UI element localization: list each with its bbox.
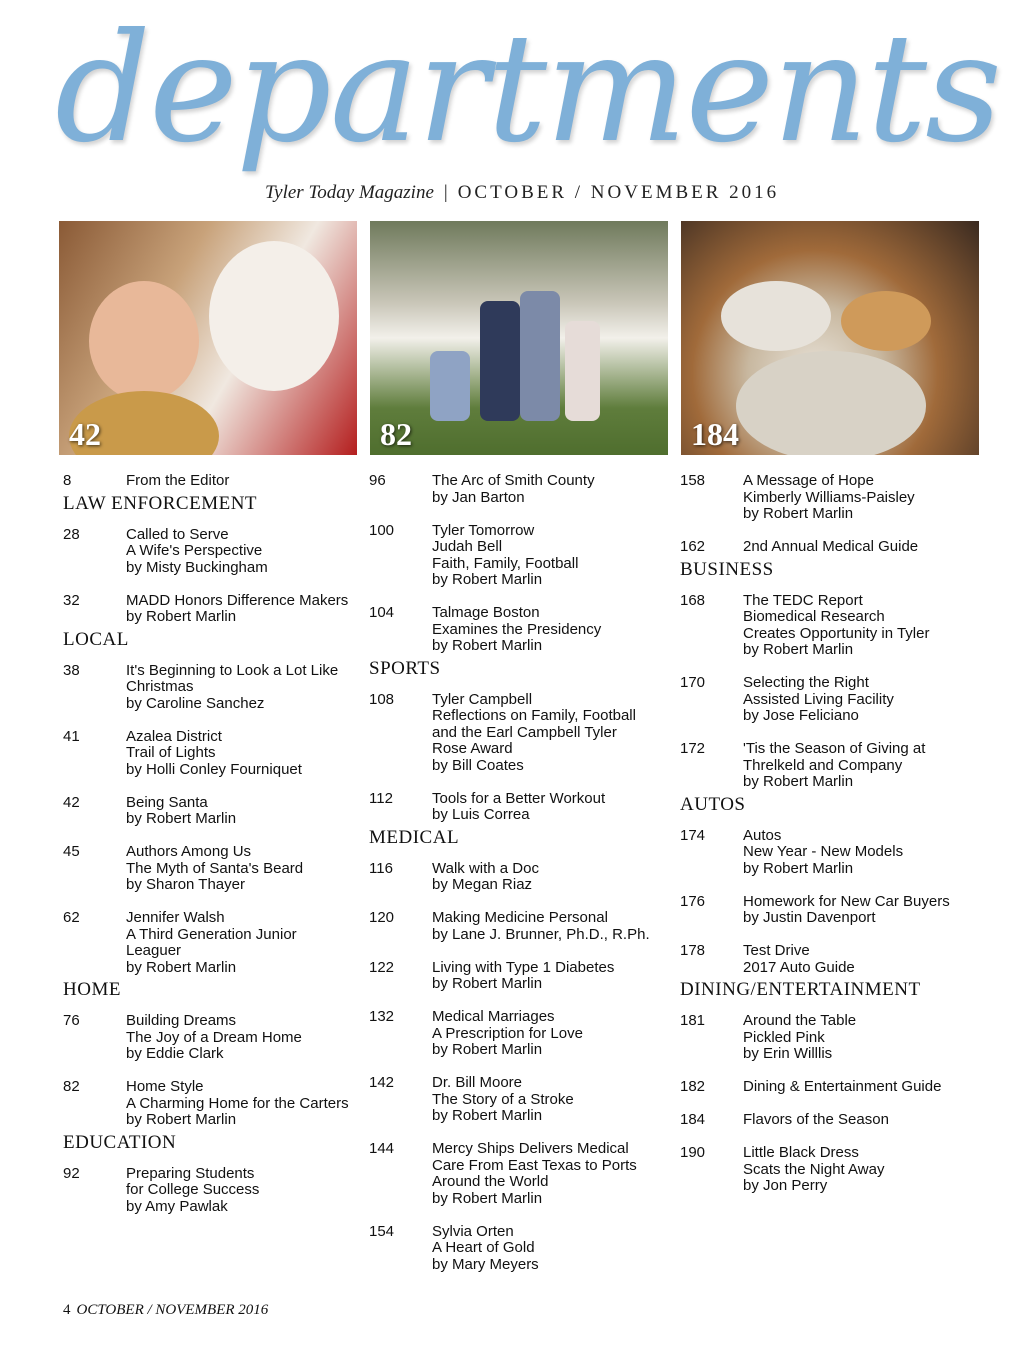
toc-entry-text (126, 1079, 363, 1129)
toc-page-number: 120 (369, 909, 395, 926)
toc-entry-text (743, 1112, 980, 1129)
toc-entry-line: A Charming Home for the Carters (126, 1094, 349, 1112)
toc-entry-line: by Robert Marlin (743, 773, 854, 790)
toc-entry-line: by Robert Marlin (743, 641, 854, 658)
toc-entry (63, 1013, 363, 1063)
toc-entry-line: A Message of Hope (743, 472, 874, 489)
toc-page-number: 41 (63, 727, 80, 745)
toc-page-number: 142 (369, 1074, 395, 1091)
toc-page-number: 158 (680, 472, 706, 489)
toc-column-3 (680, 473, 980, 1195)
toc-entry-text (743, 1013, 980, 1063)
toc-entry-line: A Heart of Gold (432, 1239, 535, 1256)
toc-entry (680, 593, 980, 659)
toc-entry-text (743, 675, 980, 725)
toc-entry-line: Medical Marriages (432, 1008, 555, 1025)
toc-entry-text (743, 943, 980, 976)
photo-page-number: 184 (691, 416, 739, 452)
toc-entry-text (743, 828, 980, 878)
toc-entry-text (126, 844, 363, 894)
toc-page-number: 76 (63, 1012, 80, 1029)
section-heading: MEDICAL (369, 826, 460, 848)
toc-entry-line: Scats the Night Away (743, 1160, 885, 1178)
toc-entry-line: Talmage Boston (432, 604, 540, 621)
toc-entry-line: by Misty Buckingham (126, 558, 268, 576)
toc-page-number: 96 (369, 472, 386, 489)
toc-entry (63, 1166, 363, 1216)
toc-entry-text (743, 1145, 980, 1195)
toc-entry (63, 1079, 363, 1129)
toc-entry (680, 828, 980, 878)
page-footer (63, 1302, 268, 1319)
plate-shape (721, 281, 831, 351)
toc-entry-text (126, 593, 363, 626)
toc-page-number: 181 (680, 1012, 706, 1029)
toc-entry (369, 605, 669, 655)
toc-entry-line: A Third Generation Junior (126, 925, 297, 943)
toc-entry (680, 894, 980, 927)
toc-entry-line: by Amy Pawlak (126, 1197, 228, 1215)
toc-entry-line: Homework for New Car Buyers (743, 892, 950, 910)
toc-entry-line: by Robert Marlin (432, 1041, 543, 1058)
toc-entry (369, 910, 669, 943)
oyster-platter-shape (736, 351, 926, 455)
toc-entry-line: Care From East Texas to Ports (432, 1156, 637, 1174)
toc-entry (680, 741, 980, 791)
section-heading: AUTOS (680, 793, 746, 815)
toc-entry-line: by Robert Marlin (432, 637, 543, 654)
toc-column-1 (63, 473, 363, 1215)
toc-entry-line: by Robert Marlin (743, 505, 854, 522)
photo-santa-child (59, 221, 357, 455)
toc-entry-line: by Robert Marlin (432, 975, 543, 992)
toc-entry (680, 1013, 980, 1063)
toc-entry-line: by Jan Barton (432, 488, 525, 506)
toc-entry-text (126, 729, 363, 779)
toc-entry-line: The Arc of Smith County (432, 472, 595, 489)
toc-page-number: 38 (63, 661, 80, 679)
toc-entry (63, 663, 363, 713)
toc-entry-line: Little Black Dress (743, 1144, 859, 1161)
toc-entry-line: Dining & Entertainment Guide (743, 1078, 942, 1095)
toc-page-number: 32 (63, 591, 80, 609)
toc-entry-line: Autos (743, 826, 782, 844)
toc-entry-text (432, 1009, 669, 1059)
toc-page-number: 154 (369, 1222, 395, 1240)
toc-entry-line: for College Success (126, 1181, 260, 1198)
toc-page-number: 178 (680, 942, 706, 959)
toc-entry-line: Selecting the Right (743, 674, 869, 691)
toc-page-number: 184 (680, 1111, 706, 1128)
toc-entry-text (432, 910, 669, 943)
toc-page-number: 45 (63, 843, 80, 860)
toc-entry-line: Christmas (126, 678, 194, 695)
toc-entry-text (126, 1013, 363, 1063)
toc-page-number: 172 (680, 740, 706, 757)
photo-page-number: 82 (380, 416, 412, 452)
toc-entry-text (743, 473, 980, 523)
toc-entry-text (432, 1141, 669, 1207)
toc-entry-text (743, 894, 980, 927)
toc-entry (369, 861, 669, 894)
toc-entry (680, 1145, 980, 1195)
toc-entry-text (126, 795, 363, 828)
toc-entry-line: The Myth of Santa's Beard (126, 859, 304, 877)
toc-page-number: 92 (63, 1164, 80, 1182)
toc-entry (680, 943, 980, 976)
toc-entry-line: Biomedical Research (743, 608, 885, 625)
toc-entry (369, 960, 669, 993)
toc-entry-line: by Erin Willlis (743, 1045, 833, 1062)
toc-page-number: 132 (369, 1008, 395, 1025)
santa-beard-shape (209, 241, 339, 391)
footer-page-number: 4 (63, 1302, 71, 1318)
toc-entry-line: 2nd Annual Medical Guide (743, 538, 919, 555)
toc-entry-line: Tyler Campbell (432, 690, 533, 708)
toc-entry-line: Flavors of the Season (743, 1111, 889, 1128)
toc-entry-line: by Justin Davenport (743, 909, 876, 926)
toc-entry-text (126, 910, 363, 976)
toc-entry-text (743, 539, 980, 556)
toc-entry-line: Creates Opportunity in Tyler (743, 624, 930, 642)
toc-entry (680, 473, 980, 523)
toc-entry-text (432, 791, 669, 824)
toc-entry-line: by Robert Marlin (126, 958, 237, 976)
toc-entry-line: by Robert Marlin (126, 608, 237, 625)
toc-entry-line: by Eddie Clark (126, 1045, 224, 1062)
toc-entry-line: Living with Type 1 Diabetes (432, 958, 615, 976)
toc-entry-line: Examines the Presidency (432, 620, 602, 638)
toc-entry (680, 675, 980, 725)
toc-entry-line: A Prescription for Love (432, 1024, 583, 1042)
toc-entry-line: Called to Serve (126, 525, 229, 543)
toc-entry-text (743, 1079, 980, 1096)
toc-entry-line: Mercy Ships Delivers Medical (432, 1140, 629, 1157)
toc-page-number: 28 (63, 525, 80, 543)
toc-entry (369, 473, 669, 506)
toc-entry-line: Threlkeld and Company (743, 756, 903, 774)
toc-entry (680, 539, 980, 556)
toc-entry-line: Building Dreams (126, 1012, 237, 1029)
toc-entry (369, 1141, 669, 1207)
toc-entry-line: Around the World (432, 1173, 549, 1190)
toc-entry (369, 523, 669, 589)
toc-entry-line: by Robert Marlin (432, 1189, 543, 1207)
toc-page-number: 112 (369, 789, 393, 807)
toc-entry-line: Pickled Pink (743, 1028, 825, 1046)
toc-entry-line: by Robert Marlin (432, 571, 543, 588)
subtitle-separator: | (443, 182, 448, 203)
toc-entry-line: Sylvia Orten (432, 1222, 514, 1240)
toc-entry-line: Preparing Students (126, 1164, 255, 1182)
toc-entry-line: It's Beginning to Look a Lot Like (126, 661, 339, 679)
toc-entry (63, 473, 363, 490)
toc-entry (63, 844, 363, 894)
toc-entry-line: by Robert Marlin (126, 810, 237, 827)
toc-entry (369, 791, 669, 824)
toc-entry (63, 795, 363, 828)
toc-entry (369, 692, 669, 775)
toc-entry-line: The TEDC Report (743, 591, 863, 609)
toc-entry-line: Assisted Living Facility (743, 690, 894, 708)
magazine-name: Tyler Today Magazine (265, 182, 434, 203)
toc-entry-line: by Caroline Sanchez (126, 694, 265, 712)
toc-entry-text (432, 605, 669, 655)
child-face-shape (89, 281, 199, 401)
toc-entry-line: Faith, Family, Football (432, 554, 579, 572)
toc-page-number: 174 (680, 826, 706, 844)
toc-entry-text (743, 741, 980, 791)
family-member-shape (520, 291, 560, 421)
toc-page-number: 162 (680, 538, 706, 555)
toc-page-number: 170 (680, 674, 706, 691)
section-heading: HOME (63, 979, 121, 1000)
toc-entry-line: by Robert Marlin (126, 1111, 237, 1128)
toc-entry-line: Test Drive (743, 942, 810, 959)
toc-entry-line: Azalea District (126, 727, 222, 745)
toc-entry-line: 'Tis the Season of Giving at (743, 740, 926, 757)
toc-entry-line: Home Style (126, 1078, 204, 1095)
photo-family-porch (370, 221, 668, 455)
toc-entry-line: by Robert Marlin (743, 859, 854, 877)
toc-entry-text (126, 473, 363, 490)
toc-entry-text (126, 663, 363, 713)
toc-entry-line: and the Earl Campbell Tyler (432, 723, 617, 741)
toc-column-2 (369, 473, 669, 1273)
section-heading: SPORTS (369, 657, 441, 679)
toc-entry-line: The Story of a Stroke (432, 1090, 574, 1108)
toc-page-number: 176 (680, 892, 706, 910)
toc-entry (369, 1224, 669, 1274)
toc-page-number: 144 (369, 1140, 395, 1157)
toc-entry-line: by Jon Perry (743, 1177, 828, 1194)
toc-entry-text (432, 473, 669, 506)
toc-entry-text (432, 523, 669, 589)
toc-entry-text (432, 1075, 669, 1125)
toc-entry (63, 593, 363, 626)
toc-entry-line: Authors Among Us (126, 843, 252, 860)
toc-entry-line: Reflections on Family, Football (432, 707, 636, 724)
toc-entry-line: Rose Award (432, 740, 513, 757)
photo-page-number: 42 (69, 416, 101, 452)
issue-date: OCTOBER / NOVEMBER 2016 (457, 182, 780, 203)
toc-entry-line: by Holli Conley Fourniquet (126, 760, 302, 778)
toc-entry-line: Judah Bell (432, 538, 503, 555)
toc-page-number: 82 (63, 1078, 80, 1095)
toc-entry (680, 1079, 980, 1096)
family-member-shape (565, 321, 600, 421)
toc-entry-text (743, 593, 980, 659)
toc-entry-line: Trail of Lights (126, 744, 216, 761)
toc-entry-text (126, 527, 363, 577)
toc-entry-line: Tools for a Better Workout (432, 789, 606, 807)
toc-entry-text (432, 1224, 669, 1274)
toc-entry-line: by Jose Feliciano (743, 707, 859, 724)
toc-page-number: 116 (369, 859, 393, 877)
toc-entry-line: Leaguer (126, 942, 182, 959)
toc-entry-line: Around the Table (743, 1012, 857, 1029)
toc-page-number: 168 (680, 591, 706, 609)
toc-page-number: 108 (369, 690, 395, 708)
family-member-shape (430, 351, 470, 421)
toc-entry-line: by Lane J. Brunner, Ph.D., R.Ph. (432, 925, 650, 943)
toc-entry-line: by Robert Marlin (432, 1107, 543, 1124)
toc-page-number: 104 (369, 604, 395, 621)
toc-entry-line: 2017 Auto Guide (743, 958, 855, 976)
toc-entry-line: by Luis Correa (432, 806, 530, 823)
toc-entry (63, 910, 363, 976)
section-heading: DINING/ENTERTAINMENT (680, 979, 921, 1000)
footer-issue: OCTOBER / NOVEMBER 2016 (76, 1302, 269, 1318)
section-heading: LAW ENFORCEMENT (63, 492, 258, 514)
toc-page-number: 122 (369, 958, 395, 976)
toc-entry-line: MADD Honors Difference Makers (126, 591, 349, 609)
toc-page-number: 100 (369, 521, 395, 539)
family-member-shape (480, 301, 520, 421)
toc-entry-text (432, 692, 669, 775)
toc-page-number: 190 (680, 1144, 706, 1161)
photo-seafood-platter (681, 221, 979, 455)
toc-entry-line: Tyler Tomorrow (432, 521, 535, 539)
toc-entry-line: by Bill Coates (432, 756, 524, 774)
toc-page-number: 42 (63, 793, 80, 811)
section-heading: LOCAL (63, 628, 129, 650)
issue-subtitle (265, 182, 779, 204)
toc-entry (63, 729, 363, 779)
toc-page-number: 62 (63, 909, 80, 926)
toc-page-number: 182 (680, 1078, 706, 1095)
toc-entry-line: Being Santa (126, 793, 208, 811)
toc-entry-line: by Megan Riaz (432, 876, 533, 893)
toc-entry-line: Dr. Bill Moore (432, 1074, 523, 1091)
toc-entry-line: Walk with a Doc (432, 859, 539, 877)
section-heading: BUSINESS (680, 558, 774, 580)
toc-entry-line: by Sharon Thayer (126, 876, 245, 893)
toc-entry (63, 527, 363, 577)
toc-page-number: 8 (63, 472, 72, 489)
page-title: departments (55, 2, 1001, 176)
toc-entry (680, 1112, 980, 1129)
toc-entry (369, 1009, 669, 1059)
toc-entry-line: by Mary Meyers (432, 1255, 539, 1273)
toc-entry-text (126, 1166, 363, 1216)
toc-entry-line: From the Editor (126, 472, 230, 489)
section-heading: EDUCATION (63, 1131, 177, 1153)
toc-entry-line: A Wife's Perspective (126, 542, 263, 559)
toc-entry-text (432, 861, 669, 894)
toc-entry-line: The Joy of a Dream Home (126, 1028, 302, 1046)
toc-entry (369, 1075, 669, 1125)
toc-entry-line: Making Medicine Personal (432, 909, 608, 926)
toc-entry-line: New Year - New Models (743, 843, 904, 860)
plate-shape (841, 291, 931, 351)
toc-entry-text (432, 960, 669, 993)
toc-entry-line: Jennifer Walsh (126, 909, 225, 926)
toc-entry-line: Kimberly Williams-Paisley (743, 488, 915, 506)
